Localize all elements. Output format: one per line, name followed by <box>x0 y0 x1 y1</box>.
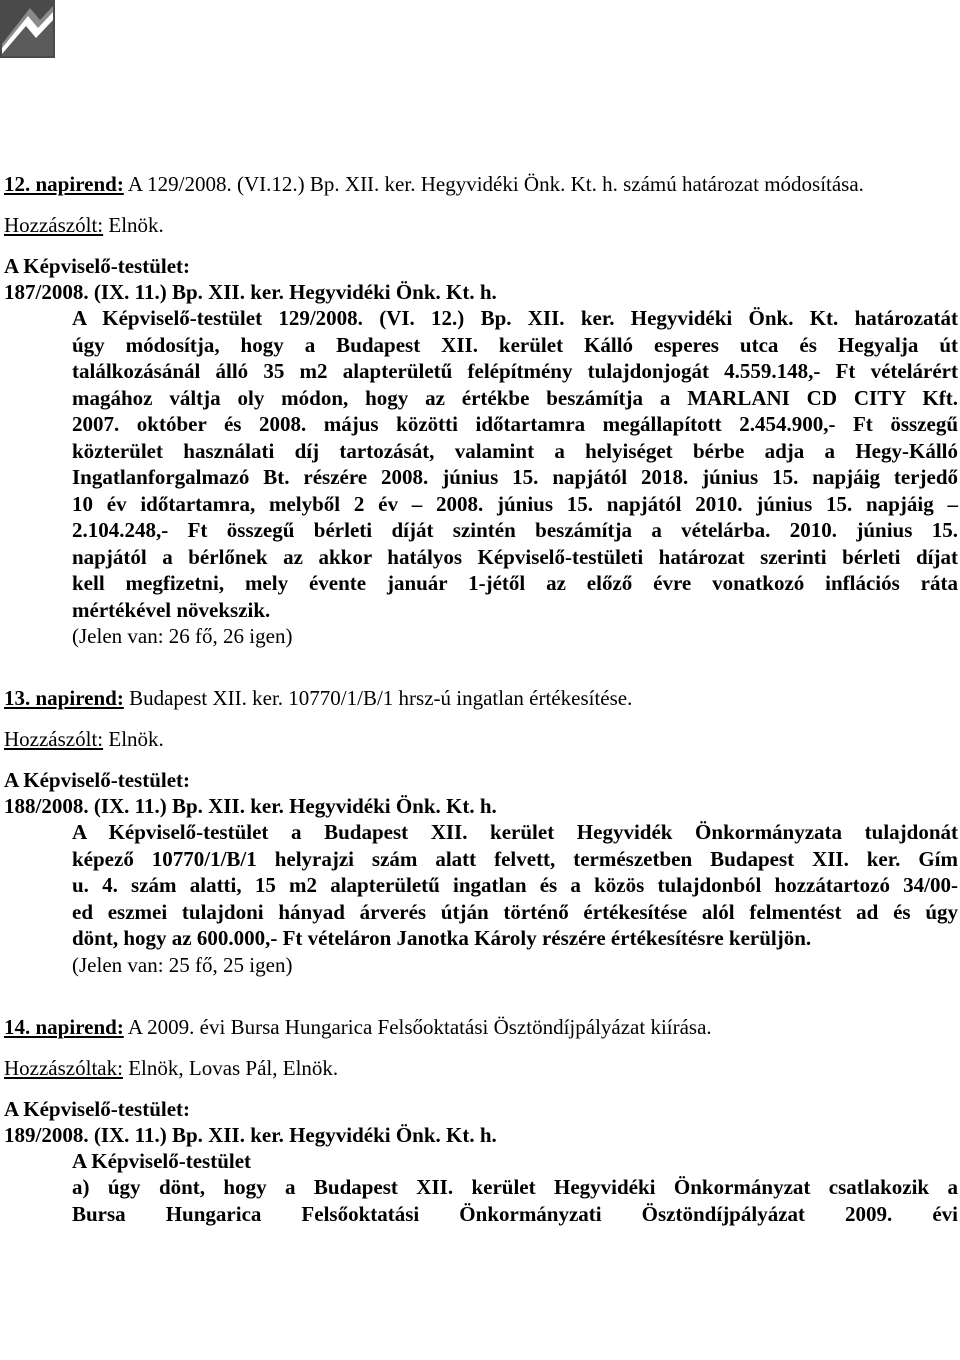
agenda-item-14 <box>4 1014 958 1040</box>
presence-vote: (Jelen van: 26 fő, 26 igen) <box>72 624 293 648</box>
commenter-label: Hozzászólt: <box>4 213 104 237</box>
resolution-line: mértékével növekszik. <box>72 597 271 622</box>
agenda-item-12 <box>4 171 958 197</box>
minutes-page <box>4 171 958 1227</box>
presence-vote: (Jelen van: 25 fő, 25 igen) <box>72 952 293 977</box>
commenter-names: Elnök. <box>103 213 164 237</box>
agenda-title: Budapest XII. ker. 10770/1/B/1 hrsz-ú ingatlan értékesítése. <box>123 686 633 710</box>
commenters <box>4 1055 958 1081</box>
commenter-names: Elnök. <box>103 727 164 751</box>
resolution-line: úgy módosítja, hogy a Budapest XII. kerület Kálló esperes utca és Hegyalja út <box>72 332 958 357</box>
commenters <box>4 212 958 238</box>
resolution-text <box>4 1148 958 1228</box>
resolution-line: 2.104.248,- Ft összegű bérleti díját szintén beszámítja a vételárba. 2010. június 15. <box>72 518 958 542</box>
resolution-text <box>4 819 958 952</box>
agenda-label: 14. napirend: <box>4 1014 124 1039</box>
commenter-label: Hozzászóltak: <box>4 1055 123 1080</box>
resolution-text <box>4 305 958 623</box>
resolution-line: közterület használati díj tartozását, valamint a helyiséget bérbe adja a Hegy-Kálló <box>72 438 958 463</box>
resolution-line: kell megfizetni, mely évente január 1-jétől az előző évre vonatkozó inflációs ráta <box>72 571 958 595</box>
resolution-number: 188/2008. (IX. 11.) Bp. XII. ker. Hegyvidéki Önk. Kt. h. <box>4 794 497 818</box>
resolution-heading: A Képviselő-testület <box>72 1148 252 1173</box>
body-label: A Képviselő-testület: <box>4 254 191 278</box>
resolution-line: 10 év időtartamra, melyből 2 év – 2008. június 15. napjától 2010. június 15. napjáig – <box>72 491 958 516</box>
agenda-title: A 2009. évi Bursa Hungarica Felsőoktatási Ösztöndíjpályázat kiírása. <box>123 1014 712 1039</box>
commenters <box>4 726 958 752</box>
resolution-line: A Képviselő-testület 129/2008. (VI. 12.) Bp. XII. ker. Hegyvidéki Önk. Kt. határozatát <box>72 306 958 330</box>
resolution-line: a) úgy dönt, hogy a Budapest XII. kerület Hegyvidéki Önkormányzat csatlakozik a <box>72 1175 958 1199</box>
resolution-number: 187/2008. (IX. 11.) Bp. XII. ker. Hegyvidéki Önk. Kt. h. <box>4 280 497 304</box>
agenda-title: A 129/2008. (VI.12.) Bp. XII. ker. Hegyvidéki Önk. Kt. h. számú határozat módosítása. <box>123 172 864 196</box>
agenda-item-13 <box>4 685 958 711</box>
resolution-line: magához váltja oly módon, hogy az értékbe beszámítja a MARLANI CD CITY Kft. <box>72 385 958 410</box>
resolution-line: Ingatlanforgalmazó Bt. részére 2008. június 15. napjától 2018. június 15. napjáig terjedő <box>72 465 958 489</box>
resolution-line: ed eszmei tulajdoni hányad árverés útján történő értékesítése alól felmentést ad és úgy <box>72 899 958 924</box>
resolution-number: 189/2008. (IX. 11.) Bp. XII. ker. Hegyvidéki Önk. Kt. h. <box>4 1122 497 1147</box>
resolution-line: Bursa Hungarica Felsőoktatási Önkormányzati Ösztöndíjpályázat 2009. évi <box>72 1201 958 1226</box>
agenda-label: 13. napirend: <box>4 686 124 710</box>
resolution-line: képező 10770/1/B/1 helyrajzi szám alatt felvett, természetben Budapest XII. ker. Gím <box>72 846 958 871</box>
resolution-line: találkozásánál álló 35 m2 alapterületű felépítmény tulajdonjogát 4.559.148,- Ft vételárért <box>72 359 958 383</box>
commenter-names: Elnök, Lovas Pál, Elnök. <box>122 1055 339 1080</box>
resolution-line: A Képviselő-testület a Budapest XII. kerület Hegyvidék Önkormányzata tulajdonát <box>72 820 958 844</box>
body-label: A Képviselő-testület: <box>4 1096 191 1121</box>
resolution-line: 2007. október és 2008. május közötti időtartamra megállapított 2.454.900,- Ft összegű <box>72 412 958 436</box>
agenda-label: 12. napirend: <box>4 172 124 196</box>
commenter-label: Hozzászólt: <box>4 727 104 751</box>
resolution-line: dönt, hogy az 600.000,- Ft vételáron Janotka Károly részére értékesítésre kerüljön. <box>72 926 812 950</box>
municipal-logo-icon <box>0 0 55 58</box>
body-label: A Képviselő-testület: <box>4 768 191 792</box>
resolution-line: napjától a bérlőnek az akkor hatályos Képviselő-testületi határozat szerinti bérleti díjat <box>72 544 958 569</box>
resolution-line: u. 4. szám alatti, 15 m2 alapterületű ingatlan és a közös tulajdonból hozzátartozó 34/00- <box>72 873 958 897</box>
